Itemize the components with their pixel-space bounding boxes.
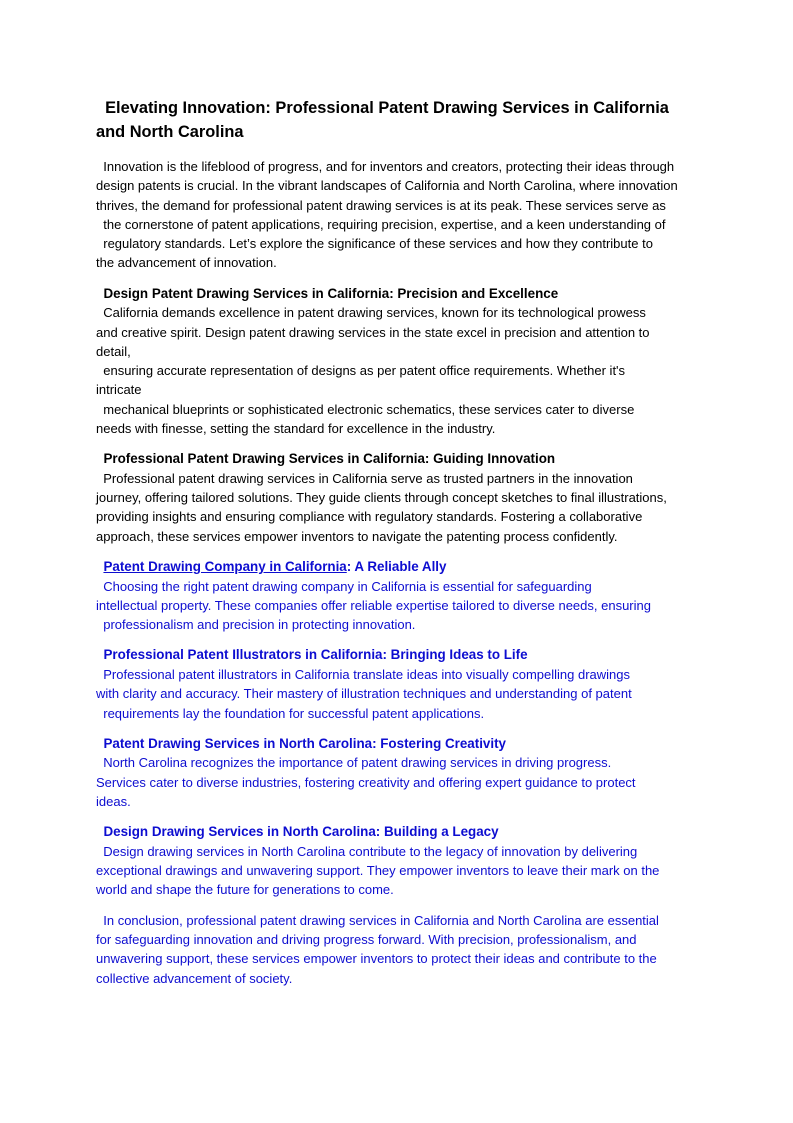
section-line: North Carolina recognizes the importance of patent drawing services in driving progress.	[96, 755, 612, 771]
section-line: and creative spirit. Design patent drawing services in the state excel in precision and attention to	[96, 324, 650, 340]
section-patent-drawing-north-carolina	[96, 734, 700, 811]
section-design-patent-california	[96, 284, 700, 439]
section-line: detail,	[96, 343, 131, 359]
conclusion-paragraph	[96, 911, 700, 988]
section-heading: Professional Patent Drawing Services in California: Guiding Innovation	[96, 451, 556, 467]
section-patent-illustrators-california	[96, 645, 700, 722]
section-heading: Design Drawing Services in North Carolina: Building a Legacy	[96, 824, 499, 840]
section-line: intellectual property. These companies offer reliable expertise tailored to diverse needs, ensuring	[96, 597, 651, 613]
document	[96, 96, 700, 999]
section-line: providing insights and ensuring compliance with regulatory standards. Fostering a collaborative	[96, 509, 643, 525]
conclusion-line: for safeguarding innovation and driving progress forward. With precision, professionalism, and	[96, 931, 637, 947]
intro-line: the cornerstone of patent applications, requiring precision, expertise, and a keen understanding of	[96, 216, 666, 232]
intro-line: regulatory standards. Let’s explore the significance of these services and how they contribute to	[96, 236, 653, 252]
section-heading: Patent Drawing Services in North Carolina: Fostering Creativity	[96, 735, 507, 751]
section-line: Professional patent illustrators in California translate ideas into visually compelling drawings	[96, 666, 630, 682]
section-line: needs with finesse, setting the standard for excellence in the industry.	[96, 421, 496, 437]
intro-line: the advancement of innovation.	[96, 255, 277, 271]
section-line: mechanical blueprints or sophisticated electronic schematics, these services cater to diverse	[96, 401, 635, 417]
section-line: Design drawing services in North Carolina contribute to the legacy of innovation by delivering	[96, 843, 638, 859]
section-line: California demands excellence in patent drawing services, known for its technological prowess	[96, 305, 646, 321]
conclusion-line: In conclusion, professional patent drawing services in California and North Carolina are essential	[96, 912, 659, 928]
intro-line: Innovation is the lifeblood of progress, and for inventors and creators, protecting their ideas through	[96, 159, 675, 174]
section-heading: Design Patent Drawing Services in California: Precision and Excellence	[96, 285, 559, 301]
section-heading	[96, 557, 700, 577]
section-line: professionalism and precision in protecting innovation.	[96, 617, 416, 633]
section-heading: Professional Patent Illustrators in California: Bringing Ideas to Life	[96, 647, 528, 663]
section-line: Services cater to diverse industries, fostering creativity and offering expert guidance to protect	[96, 774, 636, 790]
section-professional-patent-california	[96, 449, 700, 546]
section-design-drawing-north-carolina	[96, 822, 700, 899]
conclusion-line: collective advancement of society.	[96, 970, 293, 986]
page-title: Elevating Innovation: Professional Patent Drawing Services in California and North Carolina	[96, 99, 674, 141]
patent-drawing-company-link[interactable]: Patent Drawing Company in California	[103, 559, 347, 575]
section-line: exceptional drawings and unwavering support. They empower inventors to leave their mark on the	[96, 863, 660, 879]
intro-line: thrives, the demand for professional patent drawing services is at its peak. These services serve as	[96, 197, 666, 213]
intro-paragraph	[96, 157, 700, 273]
section-line: world and shape the future for generations to come.	[96, 882, 394, 898]
section-line: approach, these services empower inventors to navigate the patenting process confidently.	[96, 528, 618, 544]
section-line: requirements lay the foundation for successful patent applications.	[96, 705, 485, 721]
section-line: ideas.	[96, 793, 131, 809]
section-line: intricate	[96, 382, 142, 398]
section-line: Professional patent drawing services in California serve as trusted partners in the innovation	[96, 470, 633, 486]
intro-line: design patents is crucial. In the vibrant landscapes of California and North Carolina, where innovation	[96, 178, 678, 194]
section-line: ensuring accurate representation of designs as per patent office requirements. Whether it's	[96, 363, 626, 379]
section-patent-drawing-company	[96, 557, 700, 634]
section-line: journey, offering tailored solutions. They guide clients through concept sketches to final illustrations,	[96, 490, 667, 506]
section-line: Choosing the right patent drawing company in California is essential for safeguarding	[96, 578, 592, 594]
conclusion-line: unwavering support, these services empower inventors to protect their ideas and contribute to the	[96, 951, 657, 967]
heading-suffix: : A Reliable Ally	[346, 559, 447, 575]
section-line: with clarity and accuracy. Their mastery of illustration techniques and understanding of patent	[96, 686, 632, 702]
